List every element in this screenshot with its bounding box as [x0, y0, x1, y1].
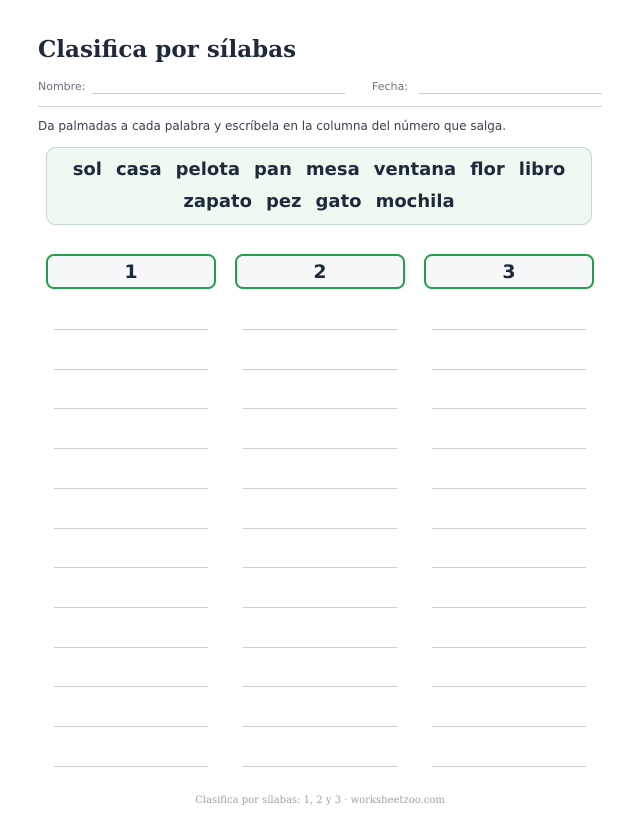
date-label: Fecha:: [372, 80, 408, 93]
answer-line[interactable]: [432, 647, 586, 648]
answer-line[interactable]: [432, 528, 586, 529]
answer-line[interactable]: [243, 726, 397, 727]
column-header-2: 2: [235, 254, 405, 289]
answer-line[interactable]: [432, 766, 586, 767]
word-bank: [46, 147, 592, 225]
answer-line[interactable]: [54, 766, 208, 767]
answer-line[interactable]: [54, 567, 208, 568]
answer-line[interactable]: [54, 408, 208, 409]
answer-line[interactable]: [432, 329, 586, 330]
word-bank-word: libro: [518, 159, 566, 180]
answer-line[interactable]: [243, 607, 397, 608]
answer-line[interactable]: [54, 488, 208, 489]
answer-line[interactable]: [54, 647, 208, 648]
answer-line[interactable]: [243, 448, 397, 449]
name-field-line[interactable]: [92, 93, 345, 94]
answer-line[interactable]: [243, 329, 397, 330]
answer-line[interactable]: [243, 686, 397, 687]
answer-line[interactable]: [54, 528, 208, 529]
word-bank-word: ventana: [373, 159, 457, 180]
answer-line[interactable]: [54, 607, 208, 608]
word-bank-word: pelota: [175, 159, 241, 180]
name-date-row: [38, 80, 602, 98]
answer-line[interactable]: [54, 726, 208, 727]
answer-line[interactable]: [54, 448, 208, 449]
date-field-line[interactable]: [419, 93, 602, 94]
word-bank-word: pan: [254, 159, 292, 180]
header-divider: [38, 106, 602, 107]
answer-line[interactable]: [432, 408, 586, 409]
word-bank-word: casa: [115, 159, 162, 180]
word-bank-word: sol: [72, 159, 102, 180]
word-bank-word: pez: [265, 191, 302, 212]
answer-line[interactable]: [432, 488, 586, 489]
column-header-3: 3: [424, 254, 594, 289]
answer-line[interactable]: [243, 408, 397, 409]
answer-line[interactable]: [432, 726, 586, 727]
worksheet-title: Clasifica por sílabas: [38, 36, 297, 63]
word-bank-row: [183, 186, 454, 218]
word-bank-word: zapato: [183, 191, 252, 212]
column-header-1: 1: [46, 254, 216, 289]
answer-line[interactable]: [432, 448, 586, 449]
answer-line[interactable]: [243, 567, 397, 568]
answer-line[interactable]: [243, 369, 397, 370]
answer-line[interactable]: [243, 488, 397, 489]
answer-line[interactable]: [432, 369, 586, 370]
answer-line[interactable]: [432, 607, 586, 608]
answer-line[interactable]: [54, 686, 208, 687]
answer-line[interactable]: [54, 329, 208, 330]
answer-line[interactable]: [432, 567, 586, 568]
answer-line[interactable]: [243, 766, 397, 767]
word-bank-row: [73, 154, 566, 186]
word-bank-word: mesa: [305, 159, 360, 180]
instructions: Da palmadas a cada palabra y escríbela en la columna del número que salga.: [38, 119, 507, 133]
word-bank-word: mochila: [375, 191, 455, 212]
footer: Clasifica por sílabas: 1, 2 y 3 · worksheetzoo.com: [195, 795, 445, 806]
word-bank-word: gato: [315, 191, 362, 212]
answer-line[interactable]: [432, 686, 586, 687]
name-label: Nombre:: [38, 80, 86, 93]
answer-line[interactable]: [243, 647, 397, 648]
word-bank-word: flor: [470, 159, 505, 180]
answer-line[interactable]: [243, 528, 397, 529]
answer-line[interactable]: [54, 369, 208, 370]
